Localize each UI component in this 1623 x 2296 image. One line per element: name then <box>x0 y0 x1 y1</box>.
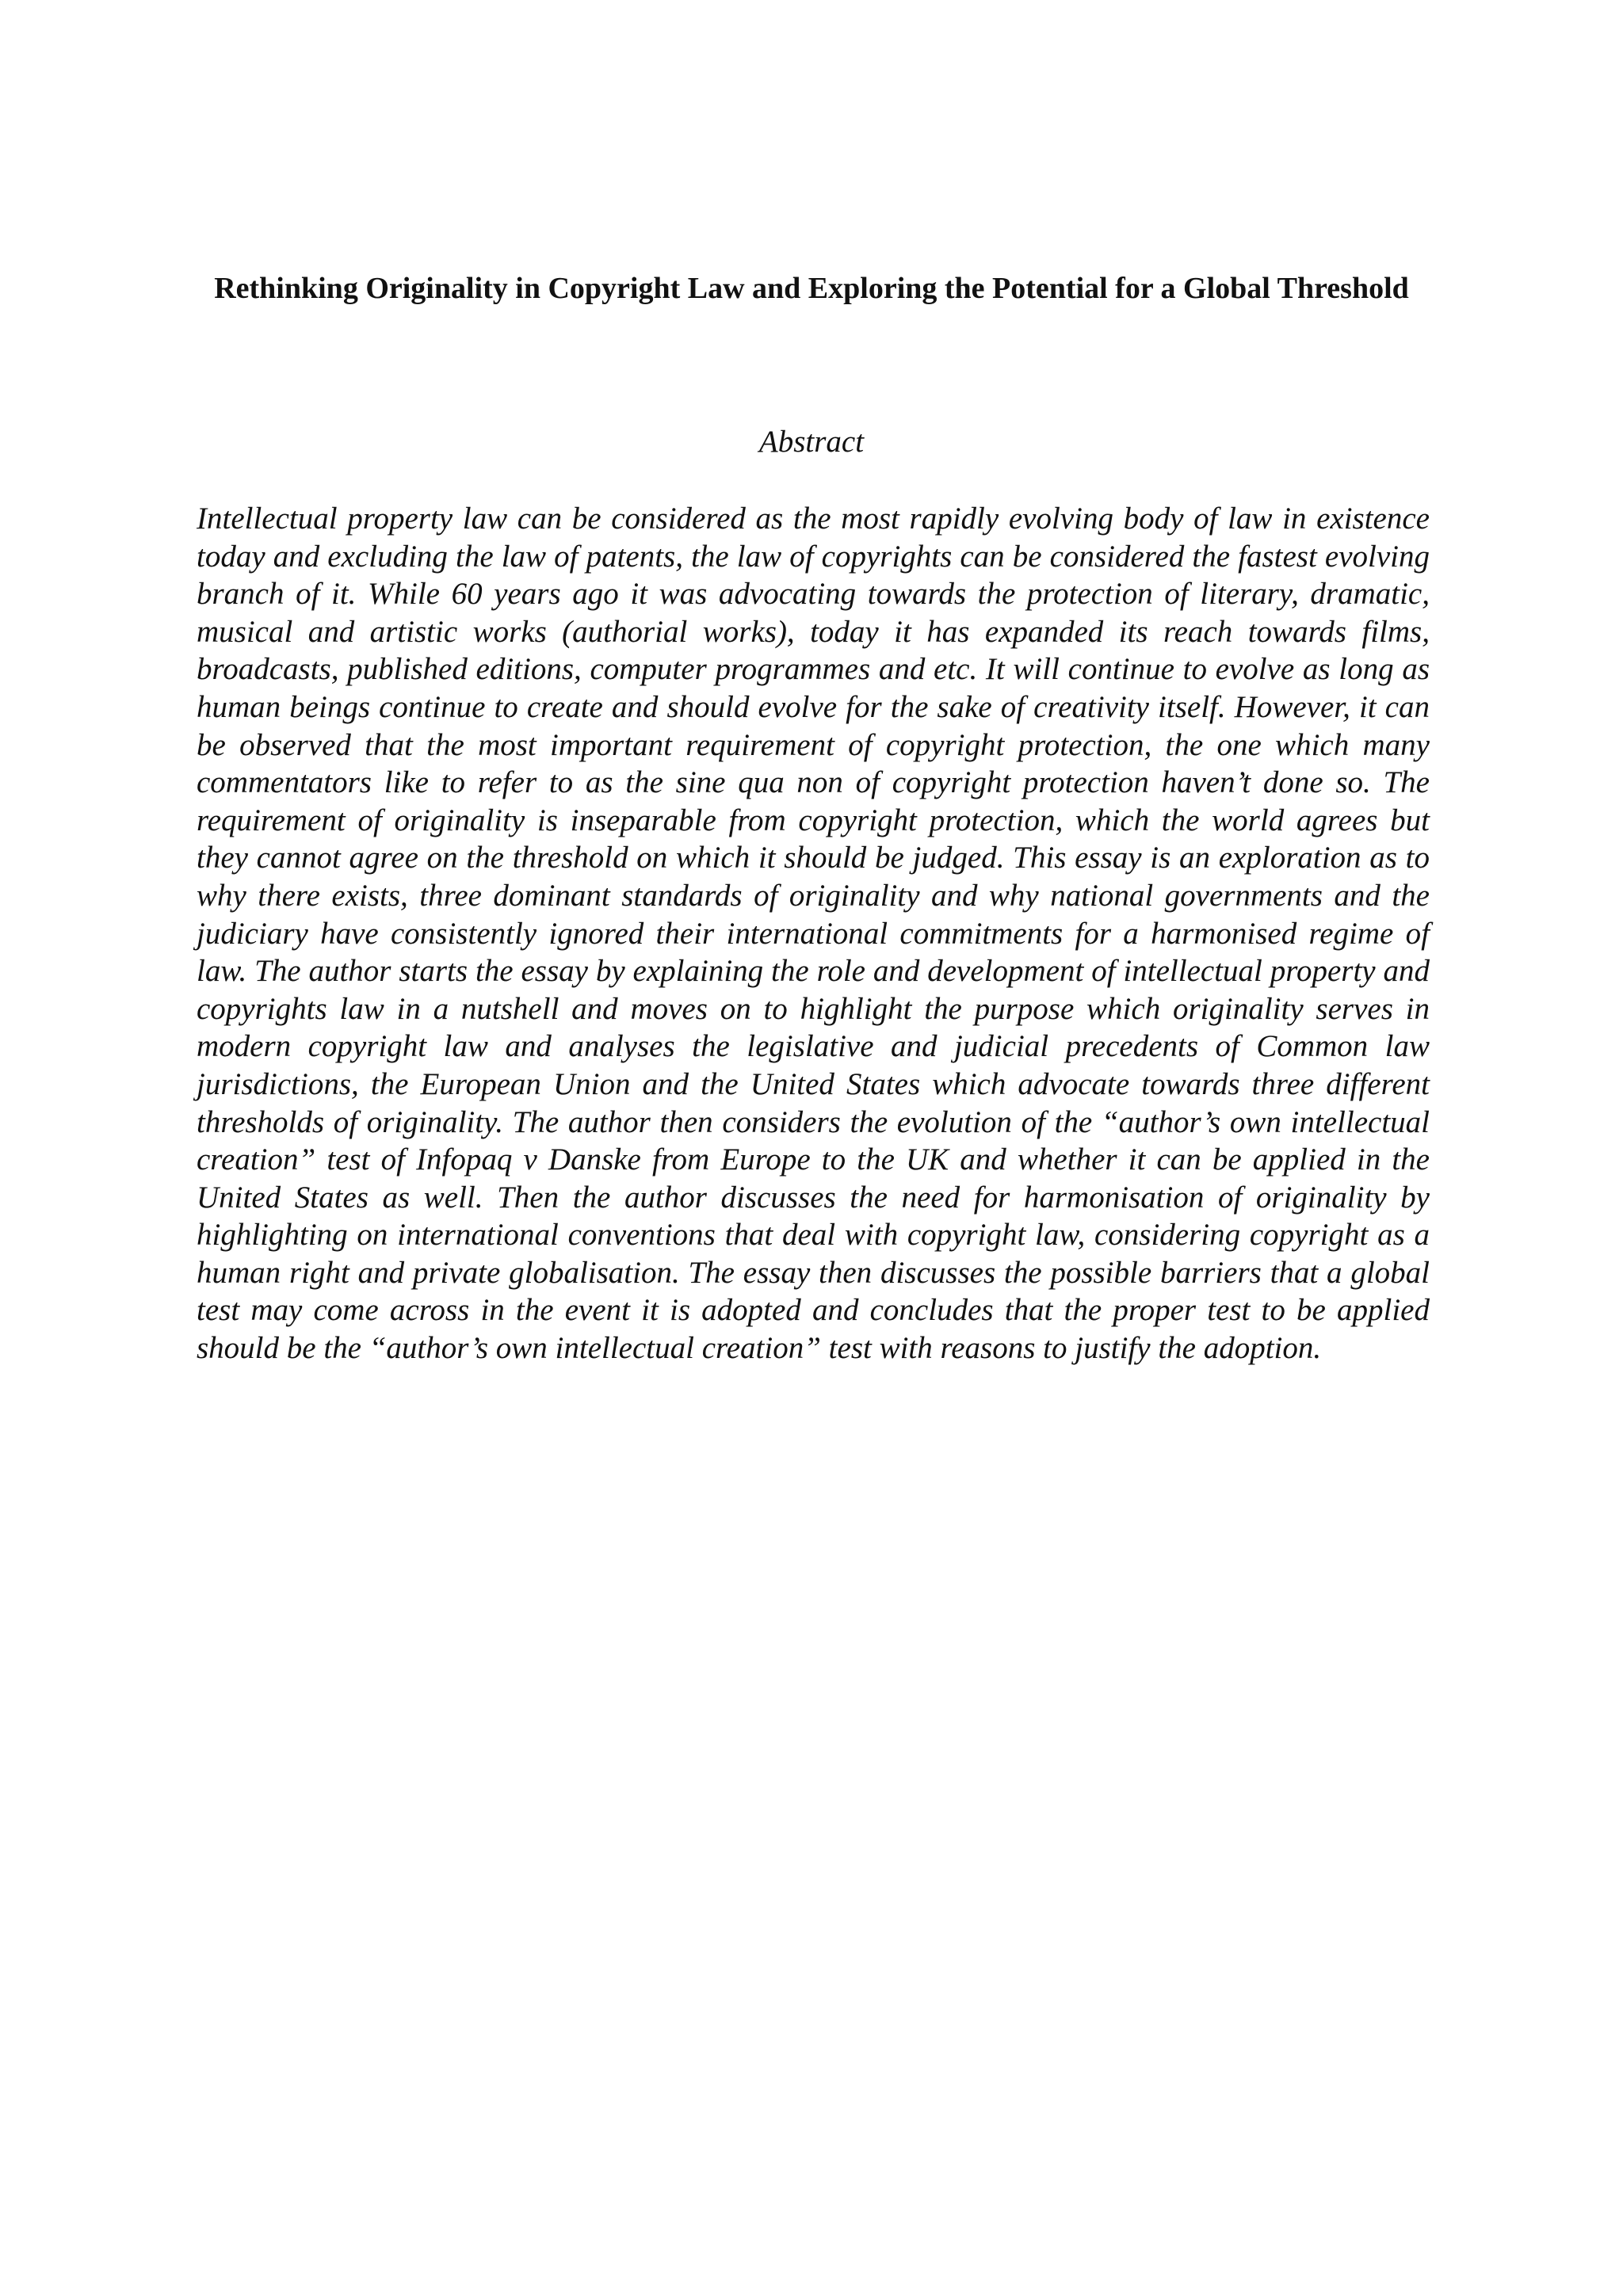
document-title: Rethinking Originality in Copyright Law and Exploring the Potential for a Global Threshold <box>214 272 1409 305</box>
abstract-body: Intellectual property law can be considered as the most rapidly evolving body of law in existence today and excluding the law of patents, the law of copyrights can be considered the fastest evolving branch of it. While 60 years ago it was advocating towards the protection of literary, dramatic, musical and artistic works (authorial works), today it has expanded its reach towards films, broadcasts, published editions, computer programmes and etc. It will continue to evolve as long as human beings continue to create and should evolve for the sake of creativity itself. However, it can be observed that the most important requirement of copyright protection, the one which many commentators like to refer to as the sine qua non of copyright protection haven’t done so. The requirement of originality is inseparable from copyright protection, which the world agrees but they cannot agree on the threshold on which it should be judged. This essay is an exploration as to why there exists, three dominant standards of originality and why national governments and the judiciary have consistently ignored their international commitments for a harmonised regime of law. The author starts the essay by explaining the role and development of intellectual property and copyrights law in a nutshell and moves on to highlight the purpose which originality serves in modern copyright law and analyses the legislative and judicial precedents of Common law jurisdictions, the European Union and the United States which advocate towards three different thresholds of originality. The author then considers the evolution of the “author’s own intellectual creation” test of Infopaq v Danske from Europe to the UK and whether it can be applied in the United States as well. Then the author discusses the need for harmonisation of originality by highlighting on international conventions that deal with copyright law, considering copyright as a human right and private globalisation. The essay then discusses the possible barriers that a global test may come across in the event it is adopted and concludes that the proper test to be applied should be the “author’s own intellectual creation” test with reasons to justify the adoption. <box>197 502 1430 1366</box>
abstract-heading: Abstract <box>758 425 865 459</box>
